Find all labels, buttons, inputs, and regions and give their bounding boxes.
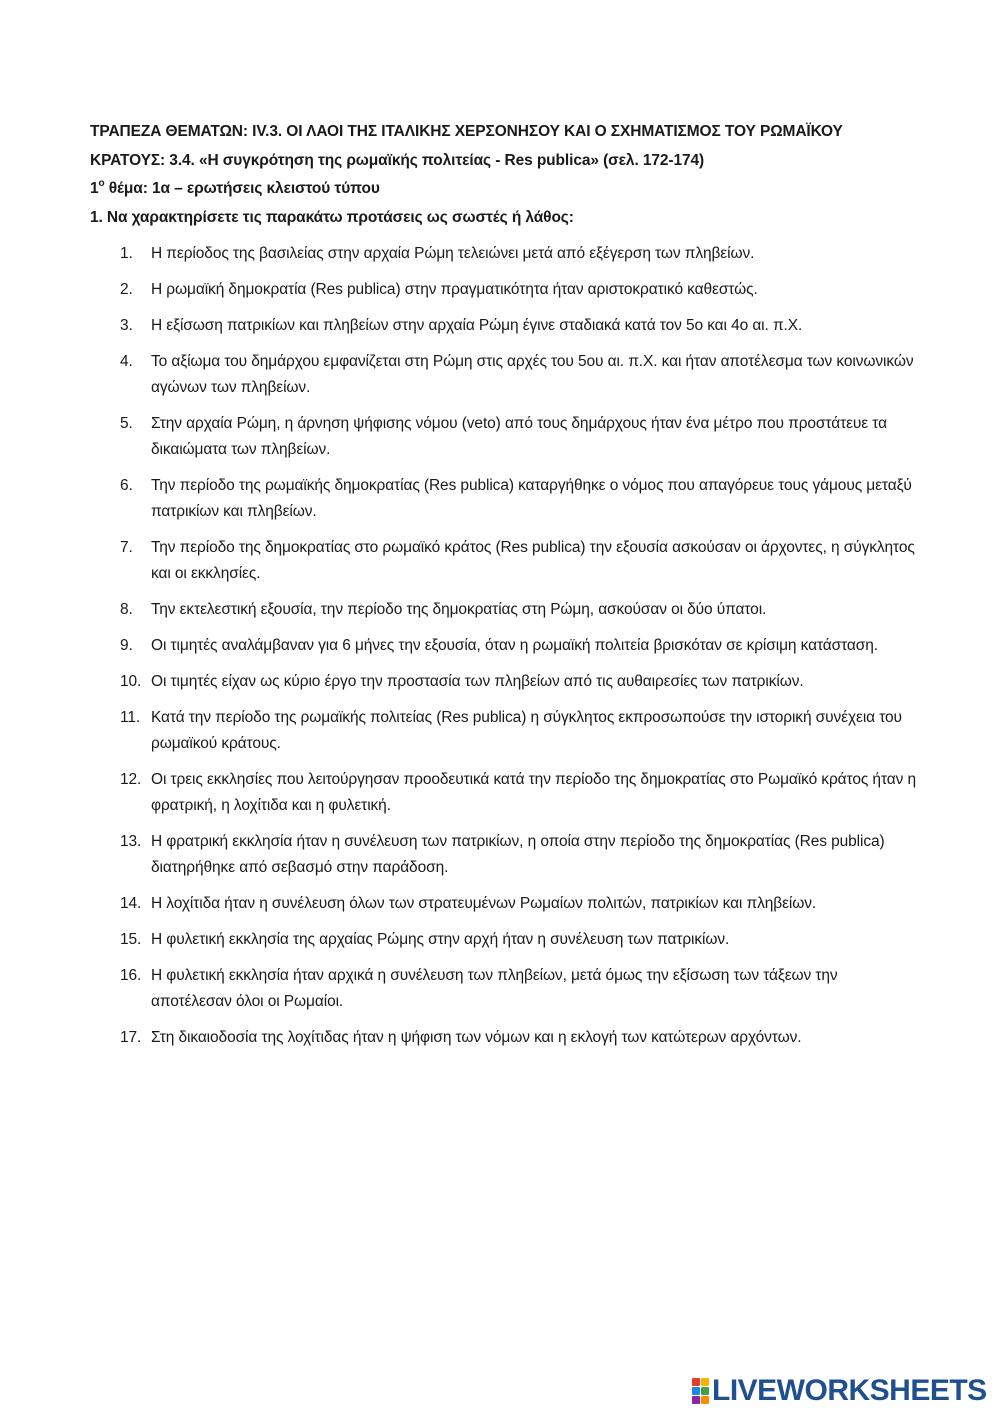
statement-number: 4. bbox=[120, 353, 133, 370]
statement-list bbox=[90, 241, 920, 1051]
statement-text: Κατά την περίοδο της ρωμαϊκής πολιτείας (Res publica) η σύγκλητος εκπροσωπούσε την ιστορική συνέχεια του ρωμαϊκού κράτους. bbox=[151, 709, 902, 752]
statement-item bbox=[90, 277, 920, 303]
logo-square bbox=[701, 1378, 709, 1386]
statement-text: Η περίοδος της βασιλείας στην αρχαία Ρώμη τελειώνει μετά από εξέγερση των πληβείων. bbox=[151, 245, 755, 262]
statement-text: Η φρατρική εκκλησία ήταν η συνέλευση των πατρικίων, η οποία στην περίοδο της δημοκρατίας (Res publica) διατηρήθηκε από σεβασμό στην παράδοση. bbox=[151, 833, 885, 876]
statement-number: 5. bbox=[120, 415, 133, 432]
statement-text: Η ρωμαϊκή δημοκρατία (Res publica) στην πραγματικότητα ήταν αριστοκρατικό καθεστώς. bbox=[151, 281, 758, 298]
statement-item bbox=[90, 829, 920, 881]
liveworksheets-logo bbox=[692, 1374, 987, 1408]
statement-number: 6. bbox=[120, 477, 133, 494]
logo-mark-icon bbox=[692, 1378, 709, 1404]
statement-item bbox=[90, 633, 920, 659]
statement-text: Η εξίσωση πατρικίων και πληβείων στην αρχαία Ρώμη έγινε σταδιακά κατά τον 5ο και 4ο αι. π.Χ. bbox=[151, 317, 803, 334]
statement-number: 10. bbox=[120, 673, 142, 690]
statement-text: Οι τιμητές αναλάμβαναν για 6 μήνες την εξουσία, όταν η ρωμαϊκή πολιτεία βρισκόταν σε κρίσιμη κατάσταση. bbox=[151, 637, 878, 654]
statement-number: 14. bbox=[120, 895, 142, 912]
statement-number: 1. bbox=[120, 245, 133, 262]
statement-item bbox=[90, 963, 920, 1015]
statement-text: Οι τρεις εκκλησίες που λειτούργησαν προοδευτικά κατά την περίοδο της δημοκρατίας στο Ρωμαϊκό κράτος ήταν η φρατρική, η λοχίτιδα και η φυλετική. bbox=[151, 771, 916, 814]
statement-number: 12. bbox=[120, 771, 142, 788]
statement-number: 3. bbox=[120, 317, 133, 334]
statement-item bbox=[90, 597, 920, 623]
statement-item bbox=[90, 535, 920, 587]
statement-number: 9. bbox=[120, 637, 133, 654]
statement-item bbox=[90, 705, 920, 757]
statement-text: Το αξίωμα του δημάρχου εμφανίζεται στη Ρώμη στις αρχές του 5ου αι. π.Χ. και ήταν αποτέλεσμα των κοινωνικών αγώνων των πληβείων. bbox=[151, 353, 914, 396]
statement-text: Στην αρχαία Ρώμη, η άρνηση ψήφισης νόμου (veto) από τους δημάρχους ήταν ένα μέτρο που προστάτευε τα δικαιώματα των πληβείων. bbox=[151, 415, 887, 458]
statement-number: 8. bbox=[120, 601, 133, 618]
logo-text: LIVEWORKSHEETS bbox=[712, 1374, 987, 1407]
statement-text: Η λοχίτιδα ήταν η συνέλευση όλων των στρατευμένων Ρωμαίων πολιτών, πατρικίων και πληβείων. bbox=[151, 895, 817, 912]
statement-item bbox=[90, 767, 920, 819]
worksheet-title-line1: ΤΡΑΠΕΖΑ ΘΕΜΑΤΩΝ: IV.3. ΟΙ ΛΑΟΙ ΤΗΣ ΙΤΑΛΙΚΗΣ ΧΕΡΣΟΝΗΣΟΥ ΚΑΙ Ο ΣΧΗΜΑΤΙΣΜΟΣ ΤΟΥ ΡΩΜΑΪΚΟΥ bbox=[90, 123, 843, 140]
instruction-heading: 1. Να χαρακτηρίσετε τις παρακάτω προτάσεις ως σωστές ή λάθος: bbox=[90, 208, 574, 226]
logo-square bbox=[701, 1387, 709, 1395]
statement-item bbox=[90, 669, 920, 695]
statement-item bbox=[90, 241, 920, 267]
statement-text: Στη δικαιοδοσία της λοχίτιδας ήταν η ψήφιση των νόμων και η εκλογή των κατώτερων αρχόντων. bbox=[151, 1029, 802, 1046]
statement-number: 17. bbox=[120, 1029, 142, 1046]
statement-number: 11. bbox=[120, 709, 141, 726]
logo-square bbox=[701, 1396, 709, 1404]
statement-number: 13. bbox=[120, 833, 142, 850]
topic-heading-rest: θέμα: 1α – ερωτήσεις κλειστού τύπου bbox=[104, 180, 380, 197]
statement-item bbox=[90, 927, 920, 953]
worksheet-title-line2: ΚΡΑΤΟΥΣ: 3.4. «Η συγκρότηση της ρωμαϊκής πολιτείας - Res publica» (σελ. 172-174) bbox=[90, 151, 705, 169]
statement-number: 2. bbox=[120, 281, 133, 298]
statement-item bbox=[90, 1025, 920, 1051]
logo-square bbox=[692, 1387, 700, 1395]
topic-number: 1 bbox=[90, 180, 99, 197]
statement-item bbox=[90, 473, 920, 525]
statement-item bbox=[90, 349, 920, 401]
topic-superscript: ο bbox=[98, 177, 105, 189]
statement-text: Η φυλετική εκκλησία ήταν αρχικά η συνέλευση των πληβείων, μετά όμως την εξίσωση των τάξεων την αποτέλεσαν όλοι οι Ρωμαίοι. bbox=[151, 967, 838, 1010]
statement-text: Την εκτελεστική εξουσία, την περίοδο της δημοκρατίας στη Ρώμη, ασκούσαν οι δύο ύπατοι. bbox=[151, 601, 767, 618]
statement-text: Οι τιμητές είχαν ως κύριο έργο την προστασία των πληβείων από τις αυθαιρεσίες των πατρικίων. bbox=[151, 673, 804, 690]
statement-number: 7. bbox=[120, 539, 133, 556]
statement-item bbox=[90, 891, 920, 917]
worksheet-content bbox=[90, 118, 920, 1061]
logo-square bbox=[692, 1396, 700, 1404]
statement-text: Η φυλετική εκκλησία της αρχαίας Ρώμης στην αρχή ήταν η συνέλευση των πατρικίων. bbox=[151, 931, 730, 948]
statement-item bbox=[90, 411, 920, 463]
statement-item bbox=[90, 313, 920, 339]
statement-text: Την περίοδο της δημοκρατίας στο ρωμαϊκό κράτος (Res publica) την εξουσία ασκούσαν οι άρχοντες, η σύγκλητος και οι εκκλησίες. bbox=[151, 539, 915, 582]
topic-heading bbox=[90, 175, 920, 204]
logo-square bbox=[692, 1378, 700, 1386]
statement-number: 16. bbox=[120, 967, 142, 984]
statement-number: 15. bbox=[120, 931, 142, 948]
statement-text: Την περίοδο της ρωμαϊκής δημοκρατίας (Res publica) καταργήθηκε ο νόμος που απαγόρευε τους γάμους μεταξύ πατρικίων και πληβείων. bbox=[151, 477, 912, 520]
